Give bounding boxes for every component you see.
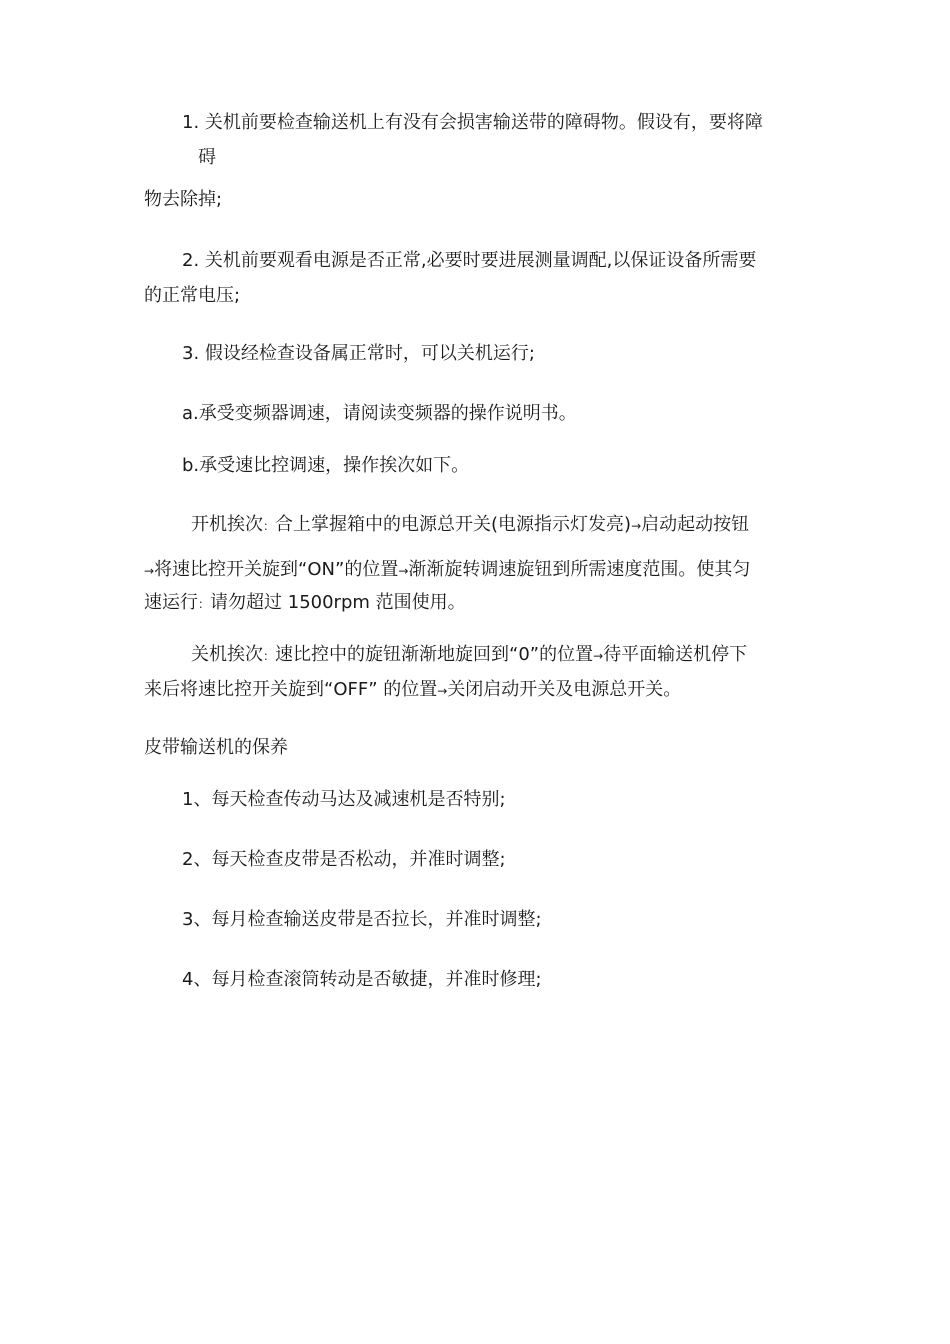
item-1-line-3: 物去除掉; [144,189,223,210]
arrow-icon: → [398,564,409,578]
item-1-line-1: 1. 关机前要检查输送机上有没有会损害输送带的障碍物。假设有，要将障 [182,112,763,133]
shutdown-line-1: 关机挨次：速比控中的旋钮渐渐地旋回到“0”的位置→待平面输送机停下 [191,644,748,665]
item-3: 3. 假设经检查设备属正常时，可以关机运行; [182,343,535,364]
arrow-icon: → [144,564,155,578]
shutdown-line-2: 来后将速比控开关旋到“OFF” 的位置→关闭启动开关及电源总开关。 [144,679,682,700]
item-b: b.承受速比控调速，操作挨次如下。 [182,455,470,476]
startup-label: 开机挨次 [191,514,263,535]
item-2-line-1: 2. 关机前要观看电源是否正常,必要时要进展测量调配,以保证设备所需要 [182,250,757,271]
arrow-icon: → [437,684,448,698]
maintenance-item-2: 2、每天检查皮带是否松动，并准时调整; [182,849,506,870]
arrow-icon: → [631,519,642,533]
shutdown-label: 关机挨次 [191,644,263,665]
colon-symbol: ： [198,597,211,611]
maintenance-heading: 皮带输送机的保养 [144,737,288,758]
startup-line-3: 速运行：请勿超过 1500rpm 范围使用。 [144,592,466,613]
item-1-line-2: 碍 [198,147,216,168]
item-a: a.承受变频器调速，请阅读变频器的操作说明书。 [182,403,577,424]
colon-symbol: ： [263,649,276,663]
maintenance-item-3: 3、每月检查输送皮带是否拉长，并准时调整; [182,909,542,930]
startup-line-2: →将速比控开关旋到“ON”的位置→渐渐旋转调速旋钮到所需速度范围。使其匀 [144,559,751,580]
arrow-icon: → [593,649,604,663]
maintenance-item-4: 4、每月检查滚筒转动是否敏捷，并准时修理; [182,969,542,990]
colon-symbol: ： [263,519,276,533]
item-2-line-2: 的正常电压; [144,285,241,306]
maintenance-item-1: 1、每天检查传动马达及减速机是否特别; [182,789,506,810]
startup-line-1: 开机挨次：合上掌握箱中的电源总开关(电源指示灯发亮)→启动起动按钮 [191,514,750,535]
